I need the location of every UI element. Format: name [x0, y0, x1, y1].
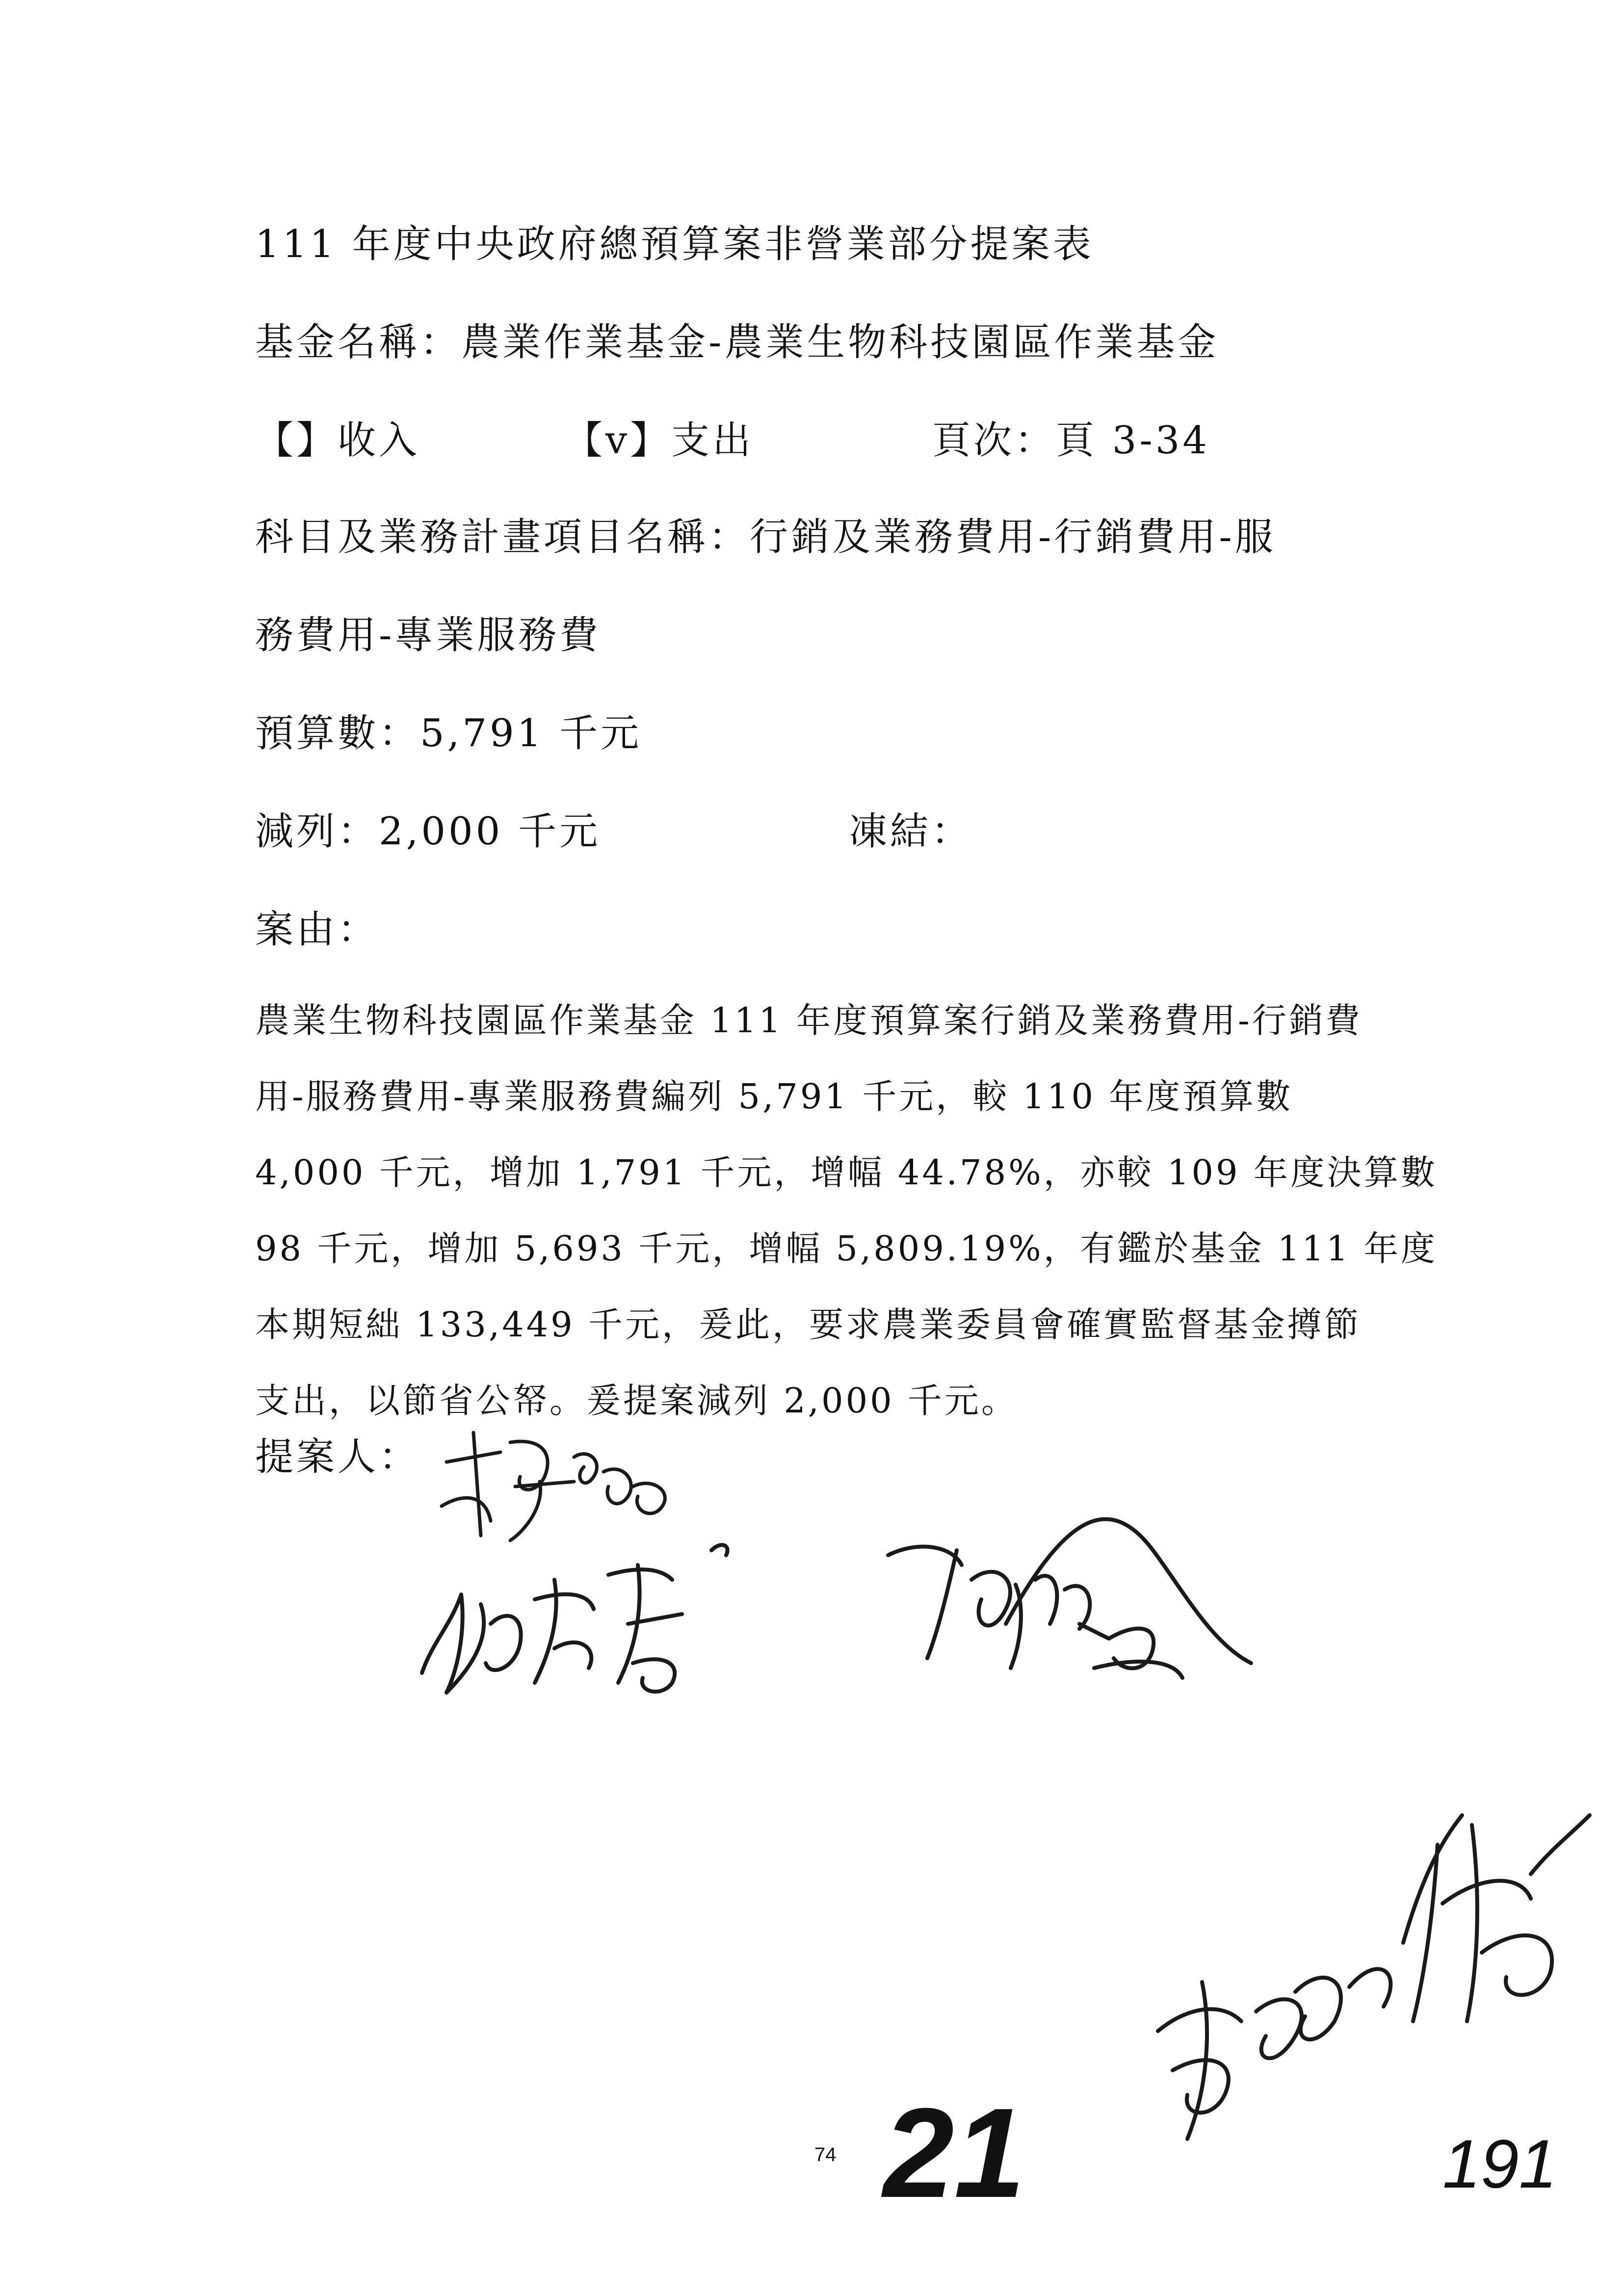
reduction-amount: 減列：2,000 千元 — [255, 809, 601, 854]
page-number: 74 — [814, 2144, 837, 2166]
subject-line-1: 科目及業務計畫項目名稱：行銷及業務費用-行銷費用-服 — [255, 515, 1276, 559]
reason-line: 本期短絀 133,449 千元，爰此，要求農業委員會確實監督基金撙節 — [255, 1305, 1361, 1345]
signature-2 — [407, 1536, 849, 1712]
reason-line: 4,000 千元，增加 1,791 千元，增幅 44.78%，亦較 109 年度決算數 — [255, 1152, 1438, 1193]
budget-amount: 預算數：5,791 千元 — [255, 711, 642, 756]
subject-line-2: 務費用-專業服務費 — [255, 613, 601, 657]
reason-line: 98 千元，增加 5,693 千元，增幅 5,809.19%，有鑑於基金 111 年度 — [255, 1228, 1438, 1269]
handwritten-case-number: 21 — [883, 2082, 1025, 2224]
reason-label: 案由： — [255, 908, 379, 952]
income-checkbox-label: 【】收入 — [255, 418, 420, 463]
expense-checkbox-label: 【v】支出 — [564, 418, 754, 463]
reason-line: 農業生物科技園區作業基金 111 年度預算案行銷及業務費用-行銷費 — [255, 1000, 1362, 1041]
reason-line: 支出，以節省公帑。爰提案減列 2,000 千元。 — [255, 1381, 1018, 1421]
proposer-label: 提案人： — [255, 1435, 420, 1479]
reason-line: 用-服務費用-專業服務費編列 5,791 千元，較 110 年度預算數 — [255, 1076, 1293, 1117]
form-title: 111 年度中央政府總預算案非營業部分提案表 — [255, 222, 1094, 266]
page-reference: 頁次：頁 3-34 — [932, 418, 1210, 463]
handwritten-serial-number: 191 — [1442, 2125, 1557, 2202]
fund-name: 基金名稱：農業作業基金-農業生物科技園區作業基金 — [255, 320, 1219, 365]
signature-4 — [1128, 1776, 1599, 2168]
freeze-amount: 凍結： — [849, 809, 973, 854]
signature-3 — [878, 1496, 1261, 1702]
